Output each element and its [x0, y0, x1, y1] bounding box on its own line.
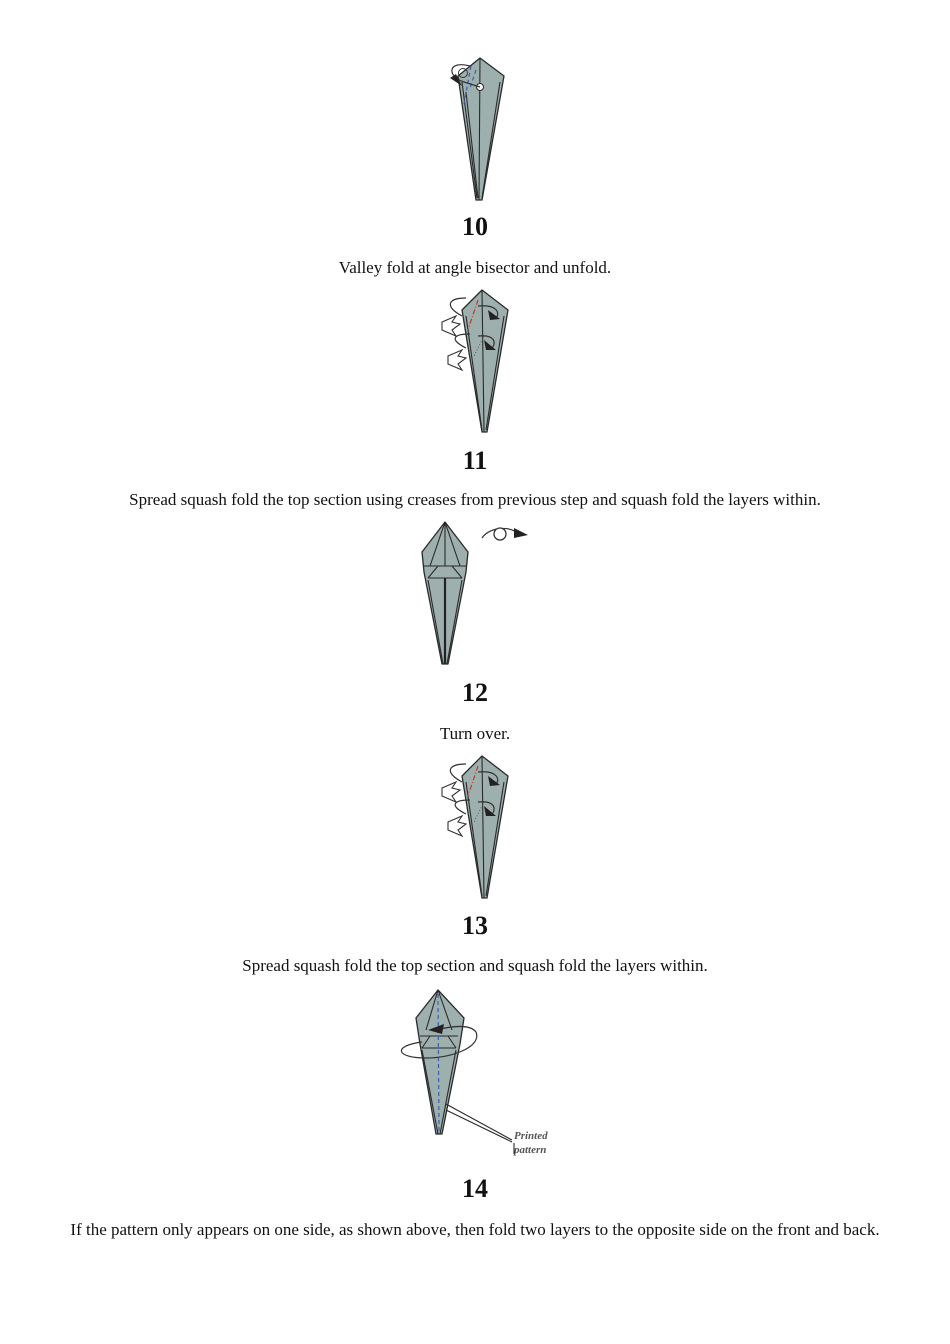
step-caption: Turn over. — [439, 724, 511, 743]
kite-base — [458, 58, 504, 200]
step-13-diagram — [438, 752, 513, 902]
push-arrow-icon — [442, 782, 460, 802]
printed-pattern-label: pattern — [514, 1144, 547, 1156]
step-number: 13 — [462, 911, 488, 940]
step-10-diagram — [440, 52, 515, 204]
step-11-diagram — [438, 286, 513, 436]
step-number: 12 — [462, 678, 488, 707]
step-caption: Valley fold at angle bisector and unfold. — [338, 258, 612, 277]
step-caption: Spread squash fold the top section and squash fold the layers within. — [242, 956, 708, 975]
push-arrow-icon — [448, 816, 466, 836]
step-12-diagram — [418, 518, 533, 668]
push-arrow-icon — [448, 350, 466, 370]
printed-pattern-label: Printed — [514, 1130, 548, 1142]
push-arrow-icon — [442, 316, 460, 336]
step-caption: Spread squash fold the top section using creases from previous step and squash fold the layers within. — [129, 490, 821, 509]
step-number: 11 — [462, 446, 488, 475]
step-caption: If the pattern only appears on one side, as shown above, then fold two layers to the opposite side on the front and back. — [70, 1220, 880, 1239]
step-14-diagram — [396, 986, 561, 1161]
step-number: 14 — [462, 1174, 488, 1203]
step-number: 10 — [462, 212, 488, 241]
turn-over-icon — [482, 528, 528, 540]
